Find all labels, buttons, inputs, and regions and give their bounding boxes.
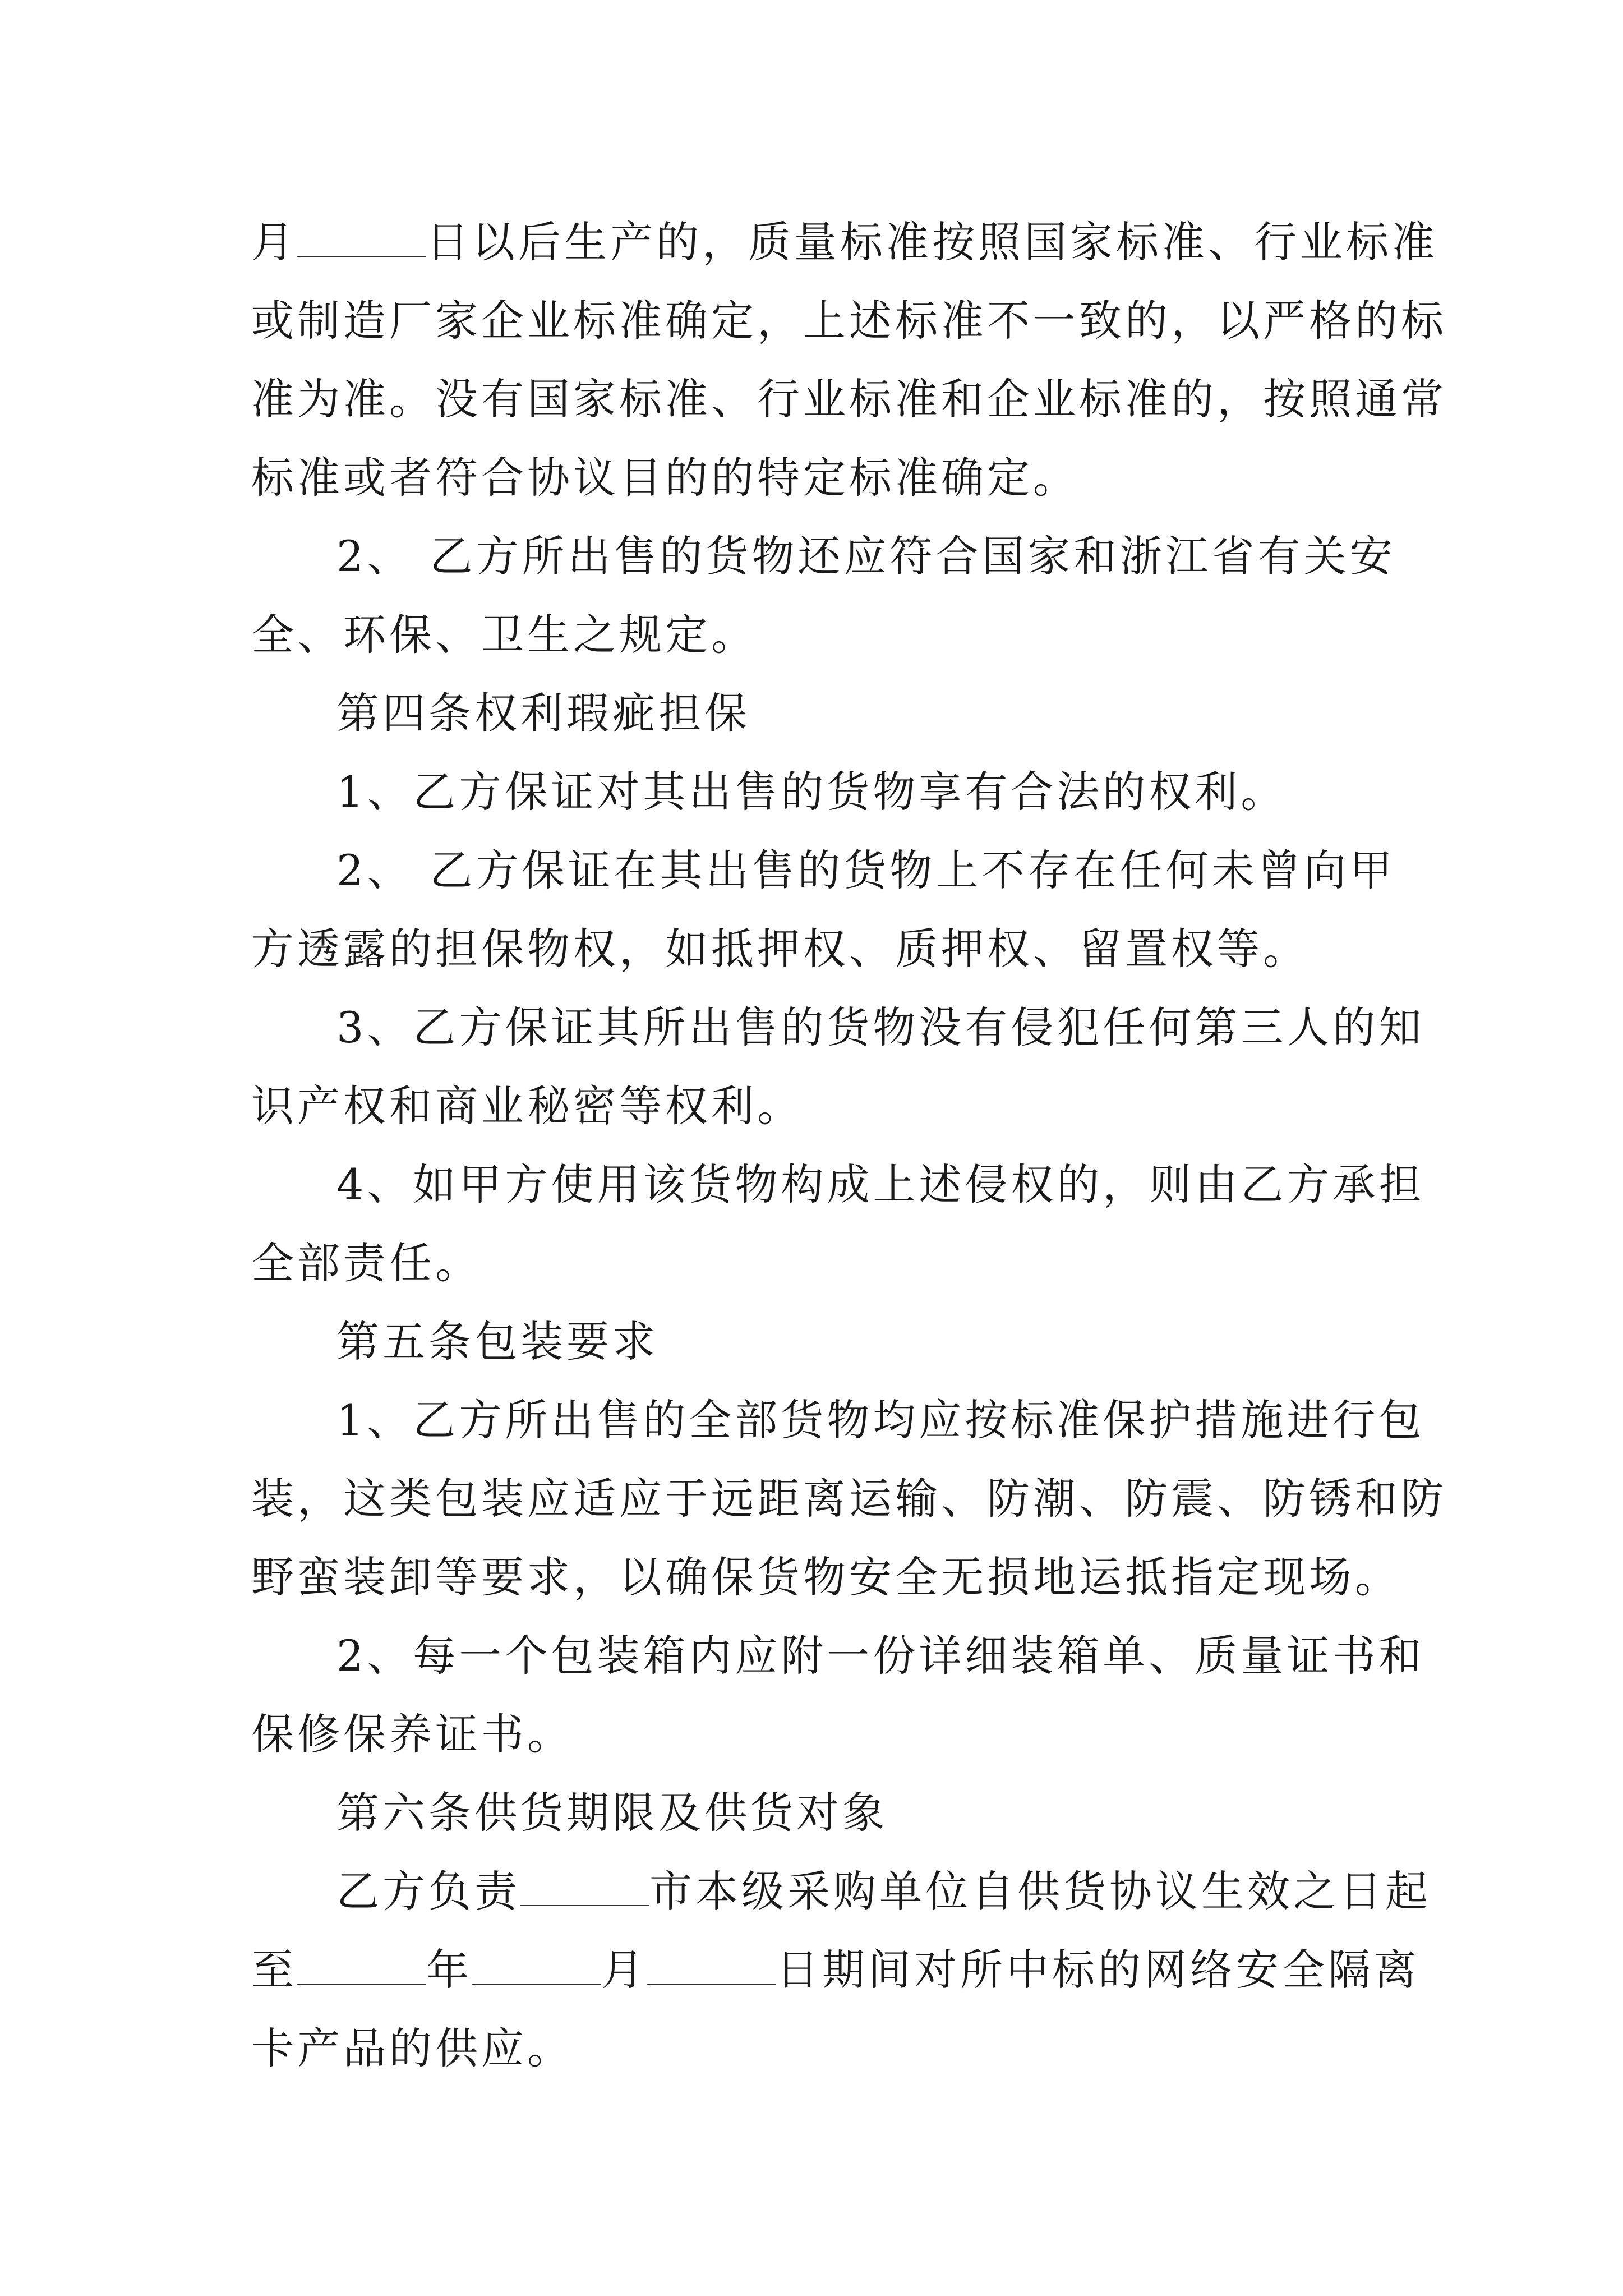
paragraph-rights-4-line-2: 全部责任。 xyxy=(251,1238,481,1288)
text-quality-standard: 日以后生产的，质量标准按照国家标准、行业标准 xyxy=(426,217,1438,267)
paragraph-packaging-1-line-2: 装，这类包装应适应于远距离运输、防潮、防震、防锈和防 xyxy=(251,1474,1447,1524)
paragraph-quality-line-4: 标准或者符合协议目的的特定标准确定。 xyxy=(251,453,1079,503)
heading-article-5: 第五条包装要求 xyxy=(336,1317,658,1366)
paragraph-packaging-1-line-1: 1、乙方所出售的全部货物均应按标准保护措施进行包 xyxy=(336,1395,1425,1445)
paragraph-safety-line-2: 全、环保、卫生之规定。 xyxy=(251,610,757,660)
text-year: 年 xyxy=(426,1945,472,1995)
heading-article-6: 第六条供货期限及供货对象 xyxy=(336,1788,888,1838)
text-supply-period: 日期间对所中标的网络安全隔离 xyxy=(776,1945,1420,1995)
blank-field-month xyxy=(472,1950,601,1985)
paragraph-rights-2-line-2: 方透露的担保物权，如抵押权、质押权、留置权等。 xyxy=(251,924,1309,974)
paragraph-packaging-2-line-1: 2、每一个包装箱内应附一份详细装箱单、质量证书和 xyxy=(336,1631,1425,1681)
text-month-2: 月 xyxy=(601,1945,647,1995)
paragraph-quality-line-2: 或制造厂家企业标准确定，上述标准不一致的，以严格的标 xyxy=(251,296,1447,346)
text-month: 月 xyxy=(251,217,297,267)
paragraph-rights-3-line-2: 识产权和商业秘密等权利。 xyxy=(251,1081,803,1131)
blank-field-day xyxy=(297,222,426,257)
text-until: 至 xyxy=(251,1945,297,1995)
paragraph-safety-line-1: 2、 乙方所出售的货物还应符合国家和浙江省有关安 xyxy=(336,531,1396,581)
paragraph-quality-line-1 xyxy=(251,203,1438,282)
paragraph-supply-line-2 xyxy=(251,1931,1420,2009)
paragraph-supply-line-3: 卡产品的供应。 xyxy=(251,2023,573,2073)
paragraph-rights-1: 1、乙方保证对其出售的货物享有合法的权利。 xyxy=(336,767,1287,817)
blank-field-year xyxy=(297,1950,426,1985)
blank-field-day-2 xyxy=(647,1950,776,1985)
paragraph-quality-line-3: 准为准。没有国家标准、行业标准和企业标准的，按照通常 xyxy=(251,374,1447,424)
blank-field-city xyxy=(520,1871,649,1906)
paragraph-packaging-1-line-3: 野蛮装卸等要求，以确保货物安全无损地运抵指定现场。 xyxy=(251,1552,1401,1602)
paragraph-packaging-2-line-2: 保修保养证书。 xyxy=(251,1709,573,1759)
heading-article-4: 第四条权利瑕疵担保 xyxy=(336,688,750,738)
paragraph-rights-3-line-1: 3、乙方保证其所出售的货物没有侵犯任何第三人的知 xyxy=(336,1002,1425,1052)
paragraph-supply-line-1 xyxy=(336,1852,1469,1931)
paragraph-rights-2-line-1: 2、 乙方保证在其出售的货物上不存在任何未曾向甲 xyxy=(336,845,1396,895)
text-supplier-responsible: 乙方负责 xyxy=(336,1866,520,1916)
text-supply-scope: 市本级采购单位自供货协议生效之日起 xyxy=(649,1866,1431,1916)
paragraph-rights-4-line-1: 4、如甲方使用该货物构成上述侵权的，则由乙方承担 xyxy=(336,1159,1425,1209)
